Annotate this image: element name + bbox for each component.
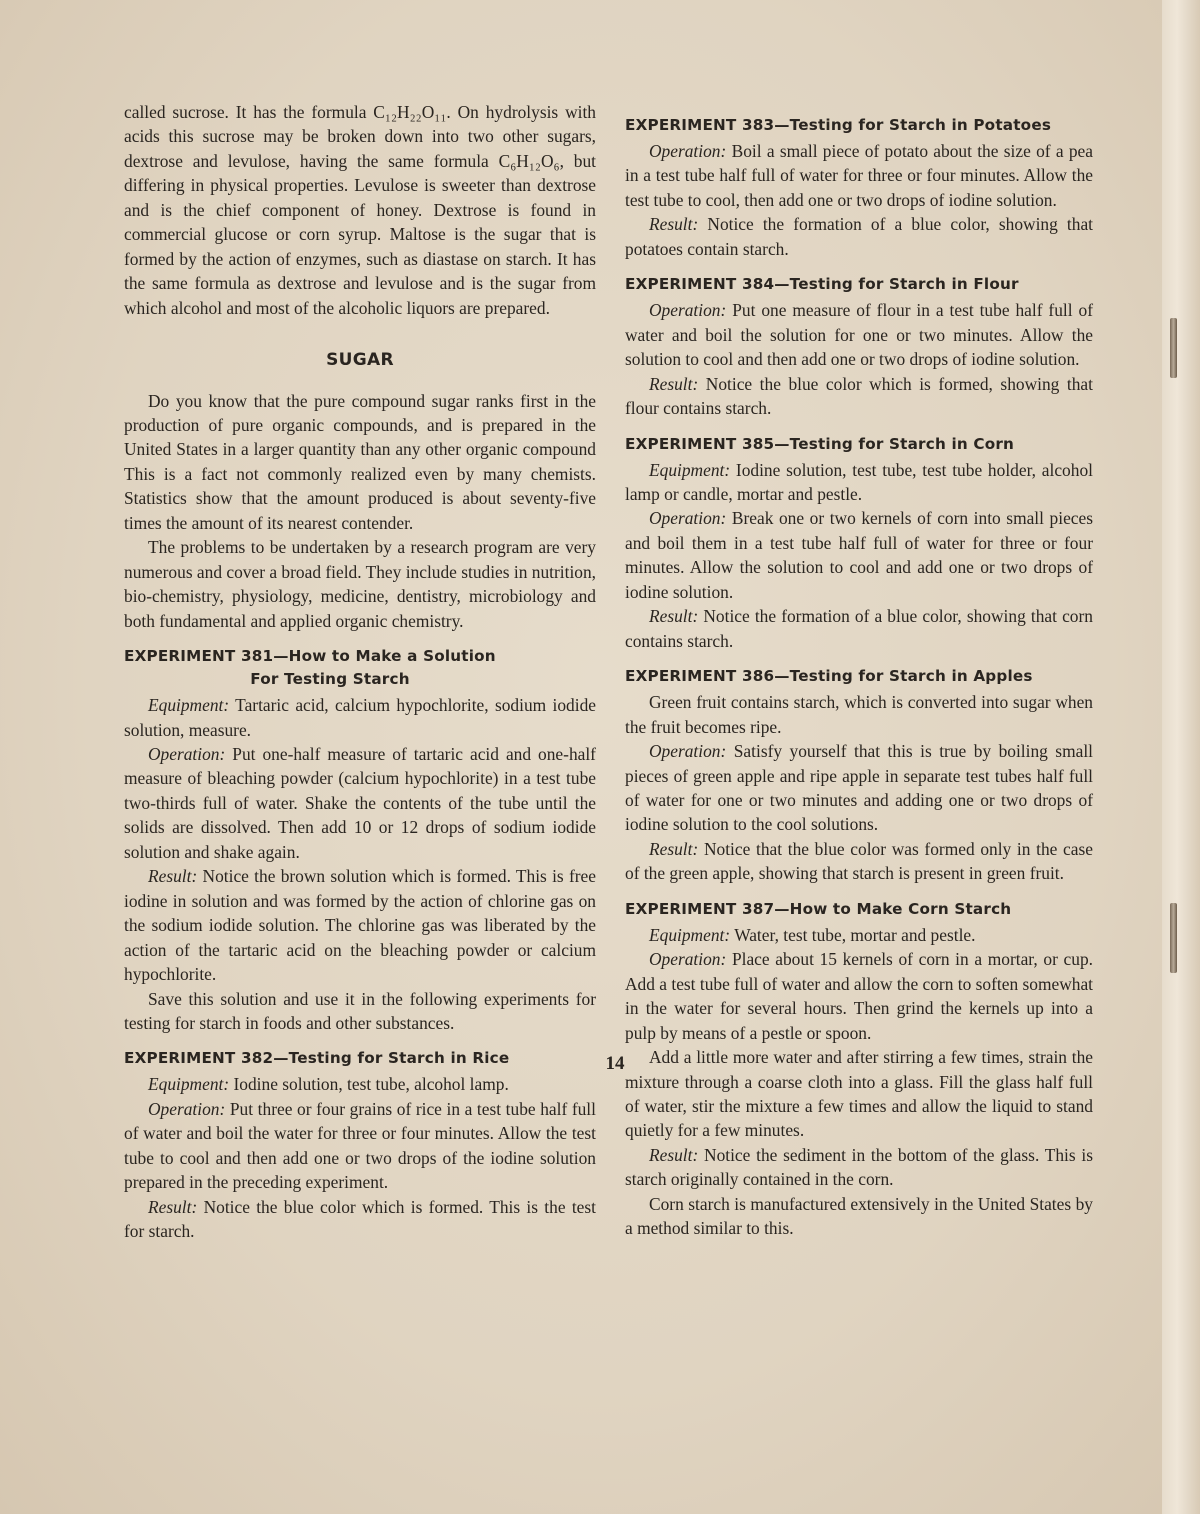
paragraph-label: Equipment: xyxy=(649,459,731,480)
paragraph-text: Add a little more water and after stirring a few times, strain the mixture through a coarse cloth into a glass. Fill the glass half full of water, stir the mixture a few times and allow the liquid to stand quietly for a few minutes. xyxy=(625,1047,1093,1141)
paragraph-text: Notice the blue color which is formed, showing that flour contains starch. xyxy=(625,373,1093,419)
paragraph-text: Tartaric acid, calcium hypochlorite, sodium iodide solution, measure. xyxy=(124,695,596,740)
binding-spine xyxy=(1162,0,1200,1514)
paragraph-text: Boil a small piece of potato about the size of a pea in a test tube half full of water for three or four minutes. Allow the test tube to cool, then add one or two drops of iodine solution. xyxy=(625,141,1093,210)
paragraph-label: Result: xyxy=(148,866,198,887)
paragraph-label: Equipment: xyxy=(649,924,731,945)
paragraph-text: Green fruit contains starch, which is converted into sugar when the fruit becomes ripe. xyxy=(625,692,1093,737)
experiment-heading xyxy=(625,433,1093,456)
paragraph xyxy=(124,389,596,536)
paragraph-text: Save this solution and use it in the following experiments for testing for starch in foods and other substances. xyxy=(124,988,596,1033)
paragraph-text: Iodine solution, test tube, alcohol lamp. xyxy=(233,1074,509,1095)
paragraph xyxy=(124,100,596,320)
staple-bottom xyxy=(1170,903,1177,973)
experiment-heading xyxy=(625,273,1093,296)
experiment-title: EXPERIMENT 382—Testing for Starch in Rice xyxy=(124,1049,510,1068)
paragraph xyxy=(124,693,596,742)
experiment-heading xyxy=(625,665,1093,688)
paragraph xyxy=(625,458,1093,507)
paragraph xyxy=(124,1195,596,1244)
experiment-heading xyxy=(625,898,1093,921)
paragraph-label: Result: xyxy=(649,373,699,394)
paragraph-label: Result: xyxy=(649,1144,699,1165)
paragraph-text: Do you know that the pure compound sugar ranks first in the production of pure organic compounds, and is prepared in the United States in a larger quantity than any other organic compound This is a fact not commonly realized even by many chemists. Statistics show that the amount produced is about seventy-five times the amount of its nearest contender. xyxy=(124,390,596,533)
section-heading: SUGAR xyxy=(326,350,394,371)
paragraph-label: Operation: xyxy=(649,141,727,161)
experiment-title: EXPERIMENT 381—How to Make a Solution xyxy=(124,647,496,666)
experiment-title: EXPERIMENT 383—Testing for Starch in Potatoes xyxy=(625,116,1052,134)
paragraph-text: Put three or four grains of rice in a test tube half full of water and boil the water for three or four minutes. Allow the test tube to cool and then add one or two drops of the iodine solution prepared in the preceding experiment. xyxy=(124,1098,596,1193)
paragraph-label: Operation: xyxy=(649,949,727,970)
paragraph xyxy=(625,1192,1093,1241)
experiment-heading xyxy=(625,114,1093,137)
paragraph-text: Notice the formation of a blue color, showing that potatoes contain starch. xyxy=(625,214,1093,259)
paragraph-text: Notice the sediment in the bottom of the glass. This is starch originally contained in the corn. xyxy=(625,1144,1093,1190)
paragraph-label: Operation: xyxy=(148,1098,226,1119)
experiment-heading xyxy=(124,645,596,691)
paragraph-label: Operation: xyxy=(148,743,226,764)
experiment-title: EXPERIMENT 384—Testing for Starch in Flour xyxy=(625,275,1019,294)
paragraph-label: Operation: xyxy=(649,741,727,762)
paragraph-text: Notice that the blue color was formed only in the case of the green apple, showing that starch is present in green fruit. xyxy=(625,838,1093,884)
paragraph xyxy=(625,923,1093,947)
experiment-title: EXPERIMENT 386—Testing for Starch in Apples xyxy=(625,667,1033,686)
paragraph-text: Notice the formation of a blue color, showing that corn contains starch. xyxy=(625,606,1093,651)
paragraph xyxy=(625,604,1093,653)
paragraph-label: Operation: xyxy=(649,508,727,529)
paragraph xyxy=(625,506,1093,604)
paragraph-text: Notice the brown solution which is formed. This is free iodine in solution and was formed by the action of chlorine gas on the sodium iodide solution. The chlorine gas was liberated by the action of the tartaric acid on the bleaching powder or calcium hypochlorite. xyxy=(124,866,596,985)
paragraph xyxy=(124,987,596,1036)
paragraph xyxy=(625,837,1093,886)
paragraph-label: Equipment: xyxy=(148,695,230,716)
experiment-title-line2: For Testing Starch xyxy=(250,670,410,689)
paragraph xyxy=(625,298,1093,371)
experiment-title: EXPERIMENT 387—How to Make Corn Starch xyxy=(625,899,1012,918)
paragraph-text: The problems to be undertaken by a research program are very numerous and cover a broad field. They include studies in nutrition, bio-chemistry, physiology, medicine, dentistry, microbiology and both fundamental and applied organic chemistry. xyxy=(124,537,597,631)
paragraph-label: Operation: xyxy=(649,300,727,321)
paragraph-text: Break one or two kernels of corn into small pieces and boil them in a test tube half full of water for three or four minutes. Allow the solution to cool and add one or two drops of iodine solution. xyxy=(625,508,1093,602)
paragraph xyxy=(625,139,1093,212)
paragraph-label: Equipment: xyxy=(148,1074,230,1095)
staple-top xyxy=(1170,318,1177,378)
paragraph xyxy=(625,739,1093,837)
paragraph-label: Result: xyxy=(649,838,699,859)
paragraph xyxy=(124,1097,596,1195)
paragraph-text: Place about 15 kernels of corn in a mortar, or cup. Add a test tube full of water and allow the corn to soften somewhat in the water for several hours. Then grind the kernels up into a pulp by means of a pestle or spoon. xyxy=(625,949,1093,1043)
paragraph-text: Corn starch is manufactured extensively in the United States by a method similar to this. xyxy=(625,1193,1093,1239)
paragraph xyxy=(124,742,596,864)
paragraph xyxy=(124,535,596,633)
paragraph-text: Put one measure of flour in a test tube half full of water and boil the solution for one or two minutes. Allow the solution to cool and then add one or two drops of iodine solution. xyxy=(625,300,1093,370)
paragraph xyxy=(625,1143,1093,1192)
paragraph-text: Notice the blue color which is formed. This is the test for starch. xyxy=(124,1196,596,1242)
paragraph-label: Result: xyxy=(649,214,699,235)
paragraph-label: Result: xyxy=(649,606,699,627)
paragraph xyxy=(124,864,596,986)
paragraph xyxy=(124,1072,596,1096)
paragraph-text: Iodine solution, test tube, test tube holder, alcohol lamp or candle, mortar and pestle. xyxy=(625,459,1093,504)
paragraph xyxy=(625,212,1093,261)
paragraph-text: Satisfy yourself that this is true by boiling small pieces of green apple and ripe apple in separate test tubes half full of water for one or two minutes and adding one or two drops of iodine solution to the cool solutions. xyxy=(625,741,1093,835)
paragraph xyxy=(625,372,1093,421)
paragraph xyxy=(625,690,1093,739)
experiment-title: EXPERIMENT 385—Testing for Starch in Corn xyxy=(625,434,1015,453)
paragraph-text: called sucrose. It has the formula C₁₂H₂₂O₁₁. On hydrolysis with acids this sucrose may be broken down into two other sugars, dextrose and levulose, having the same formula C₆H₁₂O₆, but differing in physical properties. Levulose is sweeter than dextrose and is the chief component of honey. Dextrose is found in commercial glucose or corn syrup. Maltose is the sugar that is formed by the action of enzymes, such as diastase on starch. It has the same formula as dextrose and levulose and is the sugar from which alcohol and most of the alcoholic liquors are prepared. xyxy=(124,102,596,318)
page-number: 14 xyxy=(605,1053,625,1074)
paragraph-text: Water, test tube, mortar and pestle. xyxy=(734,924,976,945)
paragraph-text: Put one-half measure of tartaric acid and one-half measure of bleaching powder (calcium hypochlorite) in a test tube two-thirds full of water. Shake the contents of the tube until the solids are dissolved. Then add 10 or 12 drops of sodium iodide solution and shake again. xyxy=(124,743,596,862)
paragraph xyxy=(625,947,1093,1045)
paragraph-label: Result: xyxy=(148,1196,198,1217)
